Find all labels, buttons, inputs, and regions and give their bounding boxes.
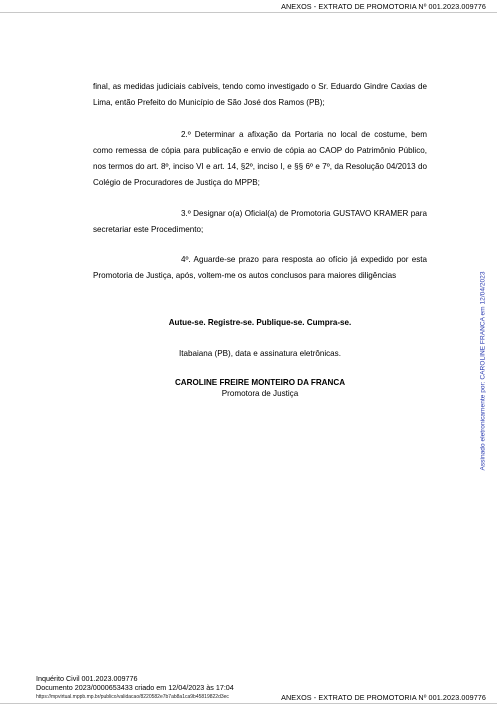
place-date-line: Itabaiana (PB), data e assinatura eletrônicas. (179, 349, 341, 358)
closing-formula: Autue-se. Registre-se. Publique-se. Cumpra-se. (168, 318, 352, 327)
signature-stamp-text: Assinado eletronicamente por: CAROLINE FRANCA em 12/04/2023 (479, 271, 487, 471)
header-divider (0, 12, 497, 13)
paragraph-4 (93, 252, 427, 284)
footer-document-info: Documento 2023/0000653433 criado em 12/04/2023 às 17:04 (36, 683, 234, 692)
electronic-signature-stamp (478, 256, 488, 486)
signer-name: CAROLINE FREIRE MONTEIRO DA FRANCA (174, 378, 346, 387)
paragraph-2 (93, 127, 427, 191)
page-header-title: ANEXOS - EXTRATO DE PROMOTORIA Nº 001.2023.009776 (281, 2, 486, 11)
paragraph-1-text: final, as medidas judiciais cabíveis, tendo como investigado o Sr. Eduardo Gindre Caxias de Lima, então Prefeito do Município de São José dos Ramos (PB); (93, 82, 427, 107)
paragraph-3 (93, 206, 427, 238)
footer-process-number: Inquérito Civil 001.2023.009776 (36, 674, 138, 683)
paragraph-2-text: 2.º Determinar a afixação da Portaria no local de costume, bem como remessa de cópia para publicação e envio de cópia ao CAOP do Patrimônio Público, nos termos do art. 8º, inciso VI e art. 14, §2º, inciso I, e §§ 6º e 7º, da Resolução 04/2013 do Colégio de Procuradores de Justiça do MPPB; (93, 130, 427, 187)
paragraph-3-text: 3.º Designar o(a) Oficial(a) de Promotoria GUSTAVO KRAMER para secretariar este Procedimento; (93, 209, 427, 234)
paragraph-1 (93, 79, 427, 111)
signer-role: Promotora de Justiça (221, 389, 299, 398)
signature-block (93, 355, 427, 399)
footer-divider (0, 703, 497, 704)
paragraph-4-text: 4º. Aguarde-se prazo para resposta ao ofício já expedido por esta Promotoria de Justiça, após, voltem-me os autos conclusos para maiores diligências (93, 255, 427, 280)
footer-validation-url[interactable]: https://mpvirtual.mppb.mp.br/publico/validacao/8220582e7b7ab8a1ca9b45819822d3ec (36, 694, 229, 700)
page-footer-title: ANEXOS - EXTRATO DE PROMOTORIA Nº 001.2023.009776 (281, 693, 486, 702)
